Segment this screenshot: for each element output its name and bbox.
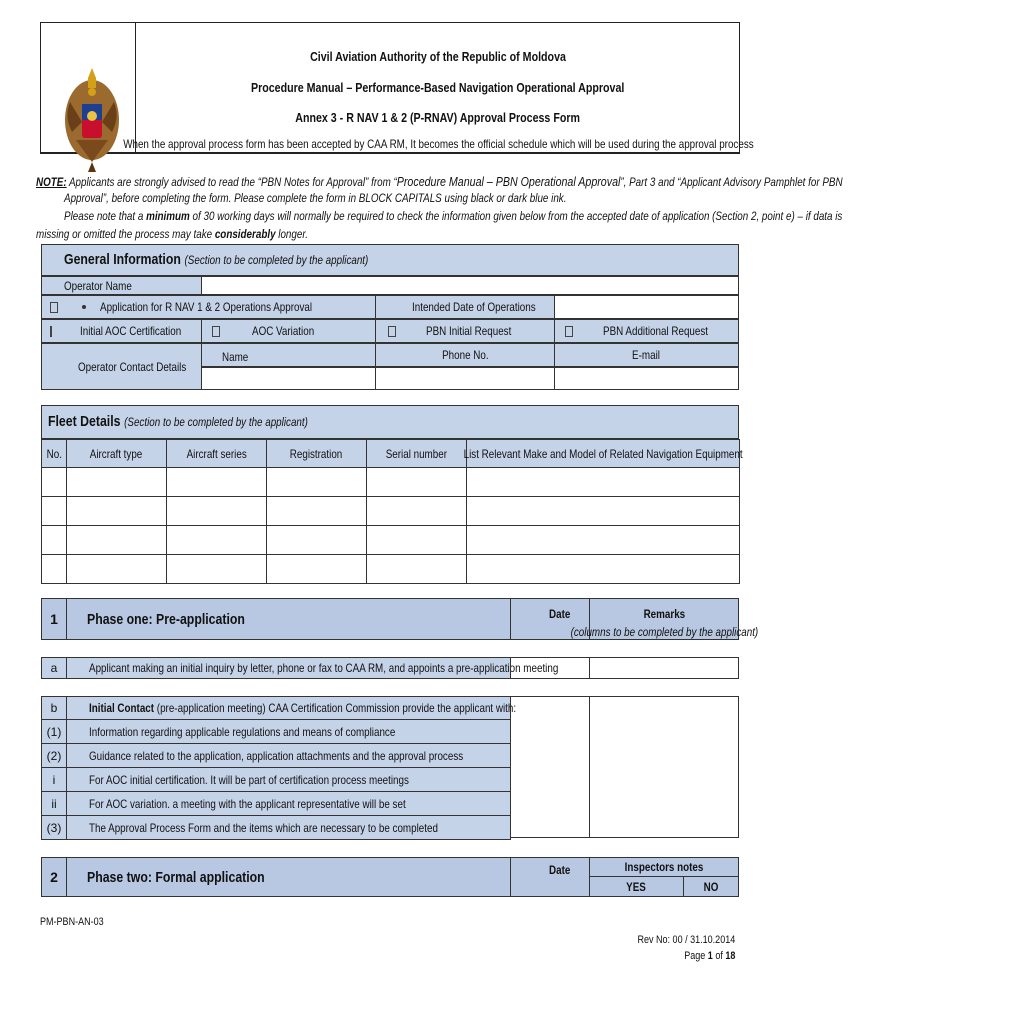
fleet-col-header: Registration	[266, 439, 367, 468]
fleet-cell[interactable]	[166, 496, 267, 526]
phase1-item-label: (1)	[41, 719, 67, 744]
phase2-no-header: NO	[683, 876, 739, 897]
intended-date-field[interactable]	[554, 295, 739, 319]
operator-name-field[interactable]	[201, 276, 739, 295]
aoc-variation-option[interactable]: AOC Variation	[201, 319, 376, 343]
fleet-cell[interactable]	[266, 496, 367, 526]
fleet-cell[interactable]	[41, 525, 67, 555]
phase1-b-remarks[interactable]	[589, 696, 739, 838]
checkbox-icon[interactable]	[50, 302, 58, 313]
phase2-date-header: Date	[510, 857, 590, 897]
phase2-title: Phase two: Formal application	[66, 857, 511, 897]
intended-date-label: Intended Date of Operations	[375, 295, 555, 319]
phase1-b-text: Initial Contact (pre-application meeting) CAA Certification Commission provide the applicant with:	[66, 696, 511, 720]
phase2-yes-header: YES	[589, 876, 684, 897]
fleet-cell[interactable]	[41, 554, 67, 584]
phase1-remarks-header: Remarks (columns to be completed by the applicant)	[589, 598, 739, 640]
phase1-item-label: (3)	[41, 815, 67, 840]
phase1-a-remarks[interactable]	[589, 657, 739, 679]
checkbox-icon[interactable]	[212, 326, 220, 337]
phase2-number: 2	[41, 857, 67, 897]
phase1-a-label: a	[41, 657, 67, 679]
header-annex: Annex 3 - R NAV 1 & 2 (P-RNAV) Approval Process Form	[295, 109, 581, 125]
fleet-cell[interactable]	[466, 554, 740, 584]
contact-name-field[interactable]	[201, 367, 376, 390]
phase1-item-text: Information regarding applicable regulations and means of compliance	[66, 719, 511, 744]
footer-rev: Rev No: 00 / 31.10.2014	[637, 934, 735, 946]
contact-email-field[interactable]	[554, 367, 739, 390]
fleet-cell[interactable]	[366, 467, 467, 497]
bullet-icon	[82, 305, 86, 309]
fleet-cell[interactable]	[266, 554, 367, 584]
phase1-b-date[interactable]	[510, 696, 590, 838]
fleet-cell[interactable]	[66, 525, 167, 555]
contact-phone-label: Phone No.	[375, 343, 555, 367]
coat-of-arms-icon	[62, 62, 122, 174]
fleet-col-header: Serial number	[366, 439, 467, 468]
contact-phone-field[interactable]	[375, 367, 555, 390]
phase1-number: 1	[41, 598, 67, 640]
fleet-col-header: Aircraft type	[66, 439, 167, 468]
checkbox-icon[interactable]	[388, 326, 396, 337]
fleet-cell[interactable]	[466, 496, 740, 526]
fleet-cell[interactable]	[166, 554, 267, 584]
fleet-cell[interactable]	[266, 467, 367, 497]
fleet-col-header: No.	[41, 439, 67, 468]
initial-aoc-option[interactable]: Initial AOC Certification	[41, 319, 202, 343]
pbn-initial-option[interactable]: PBN Initial Request	[375, 319, 555, 343]
header-subnote: When the approval process form has been accepted by CAA RM, It becomes the official schedule which will be used during the approval process	[122, 137, 754, 151]
phase1-b-label: b	[41, 696, 67, 720]
phase1-title: Phase one: Pre-application	[66, 598, 511, 640]
phase1-item-text: The Approval Process Form and the items which are necessary to be completed	[66, 815, 511, 840]
header-org: Civil Aviation Authority of the Republic of Moldova	[310, 48, 566, 64]
phase1-item-label: i	[41, 767, 67, 792]
footer-code: PM-PBN-AN-03	[40, 916, 104, 928]
phase1-item-label: ii	[41, 791, 67, 816]
phase1-date-header: Date	[510, 598, 590, 640]
fleet-cell[interactable]	[366, 496, 467, 526]
note-line2: Approval”, before completing the form. Please complete the form in BLOCK CAPITALS using black or dark blue ink.	[64, 191, 567, 205]
fleet-cell[interactable]	[66, 496, 167, 526]
phase1-item-text: For AOC initial certification. It will be part of certification process meetings	[66, 767, 511, 792]
fleet-cell[interactable]	[41, 467, 67, 497]
contact-name-label: Name	[201, 343, 376, 367]
note-line3: Please note that a minimum of 30 working days will normally be required to check the information given below from the accepted date of application (Section 2, point e) – if data is	[64, 209, 843, 223]
pbn-additional-option[interactable]: PBN Additional Request	[554, 319, 739, 343]
fleet-col-header: Aircraft series	[166, 439, 267, 468]
phase1-a-text: Applicant making an initial inquiry by letter, phone or fax to CAA RM, and appoints a pre-application meeting	[66, 657, 511, 679]
application-rnav-row[interactable]: Application for R NAV 1 & 2 Operations Approval	[41, 295, 376, 319]
note-line4: missing or omitted the process may take considerably longer.	[36, 227, 309, 241]
fleet-col-header: List Relevant Make and Model of Related Navigation Equipment	[466, 439, 740, 468]
fleet-cell[interactable]	[366, 554, 467, 584]
footer-page: Page 1 of 18	[683, 950, 735, 962]
phase1-item-label: (2)	[41, 743, 67, 768]
contact-email-label: E-mail	[554, 343, 739, 367]
fleet-cell[interactable]	[41, 496, 67, 526]
note-line1: NOTE: Applicants are strongly advised to read the “PBN Notes for Approval” from “Procedure Manual – PBN Operational Approval”, Part 3 and “Applicant Advisory Pamphlet for PBN	[36, 174, 843, 189]
fleet-cell[interactable]	[266, 525, 367, 555]
fleet-cell[interactable]	[466, 525, 740, 555]
fleet-cell[interactable]	[66, 554, 167, 584]
phase1-item-text: For AOC variation. a meeting with the applicant representative will be set	[66, 791, 511, 816]
fleet-cell[interactable]	[166, 525, 267, 555]
fleet-header: Fleet Details (Section to be completed by the applicant)	[41, 405, 739, 439]
general-info-header: General Information (Section to be completed by the applicant)	[41, 244, 739, 276]
fleet-cell[interactable]	[366, 525, 467, 555]
checkbox-icon[interactable]	[565, 326, 573, 337]
fleet-cell[interactable]	[466, 467, 740, 497]
header-manual: Procedure Manual – Performance-Based Navigation Operational Approval	[251, 79, 625, 95]
checkbox-icon[interactable]	[50, 326, 52, 337]
phase1-a-date[interactable]	[510, 657, 590, 679]
phase2-inspectors-header: Inspectors notes	[589, 857, 739, 877]
fleet-cell[interactable]	[166, 467, 267, 497]
contact-details-label: Operator Contact Details	[41, 343, 202, 390]
operator-name-label: Operator Name	[41, 276, 202, 295]
header-bottom-line	[40, 152, 740, 153]
phase1-item-text: Guidance related to the application, application attachments and the approval process	[66, 743, 511, 768]
fleet-cell[interactable]	[66, 467, 167, 497]
